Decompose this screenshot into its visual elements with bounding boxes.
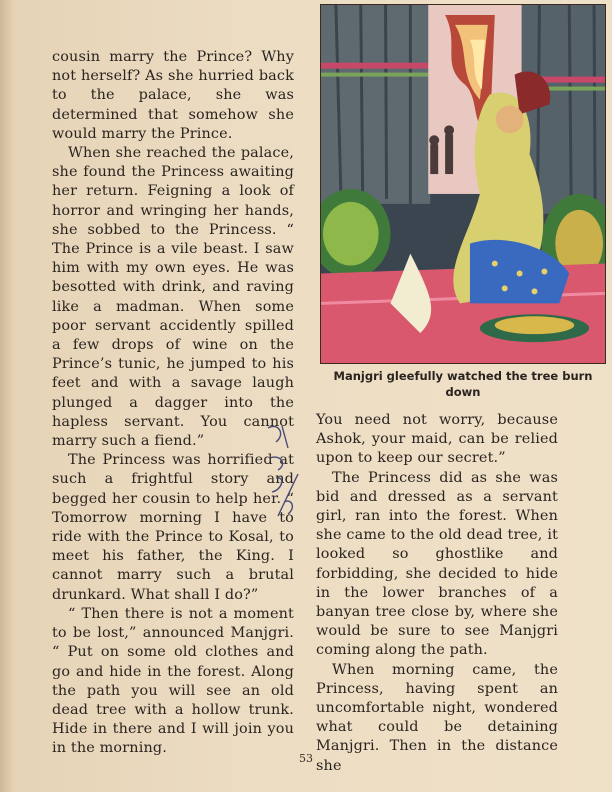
left-paragraph-4: “ Then there is not a moment to be lost,” announced Manjgri. “ Put on some old clothes and go and hide in the forest. Along the path you will see an old dead tree with a hollow trunk. Hide in there and I will join you in the morning. [52, 605, 294, 757]
left-paragraph-2: When she reached the palace, she found the Princess awaiting her return. Feigning a look of horror and wringing her hands, she sobbed to the Princess. “ The Prince is a vile beast. I saw him with my own eyes. He was besotted with drink, and raving like a madman. When some poor servant accidently spilled a few drops of wine on the Prince’s tunic, he jumped to his feet and with a savage laugh plunged a dagger into the hapless servant. You cannot marry such a fiend.” [52, 145, 294, 450]
left-paragraph-3: The Princess was horrified at such a frightful story and begged her cousin to help her. “ Tomorrow morning I have to ride with the Prince to Kosal, to meet his father, the King. I cannot marry such a brutal drunkard. What shall I do?” [52, 452, 294, 603]
right-paragraph-2: The Princess did as she was bid and dressed as a servant girl, ran into the forest. When she came to the old dead tree, it looked so ghostlike and forbidding, she decided to hide in the lower branches of a banyan tree close by, where she would be sure to see Manjgri coming along the path. [316, 469, 558, 659]
story-illustration [320, 4, 606, 364]
page-number: 53 [299, 752, 313, 765]
page-spine [0, 0, 14, 792]
right-text-column [316, 411, 558, 776]
left-paragraph-1: cousin marry the Prince? Why not herself? As she hurried back to the palace, she was determined that somehow she would marry the Prince. [52, 49, 294, 142]
right-paragraph-3: When morning came, the Princess, having spent an uncomfortable night, wondered what could be detaining Manjgri. Then in the distance she [316, 661, 558, 774]
right-paragraph-1: You need not worry, because Ashok, your maid, can be relied upon to keep our secret.” [316, 412, 558, 467]
illustration-caption: Manjgri gleefully watched the tree burn down [333, 369, 593, 399]
left-text-column [52, 48, 294, 759]
illustration-drawing [321, 5, 605, 363]
